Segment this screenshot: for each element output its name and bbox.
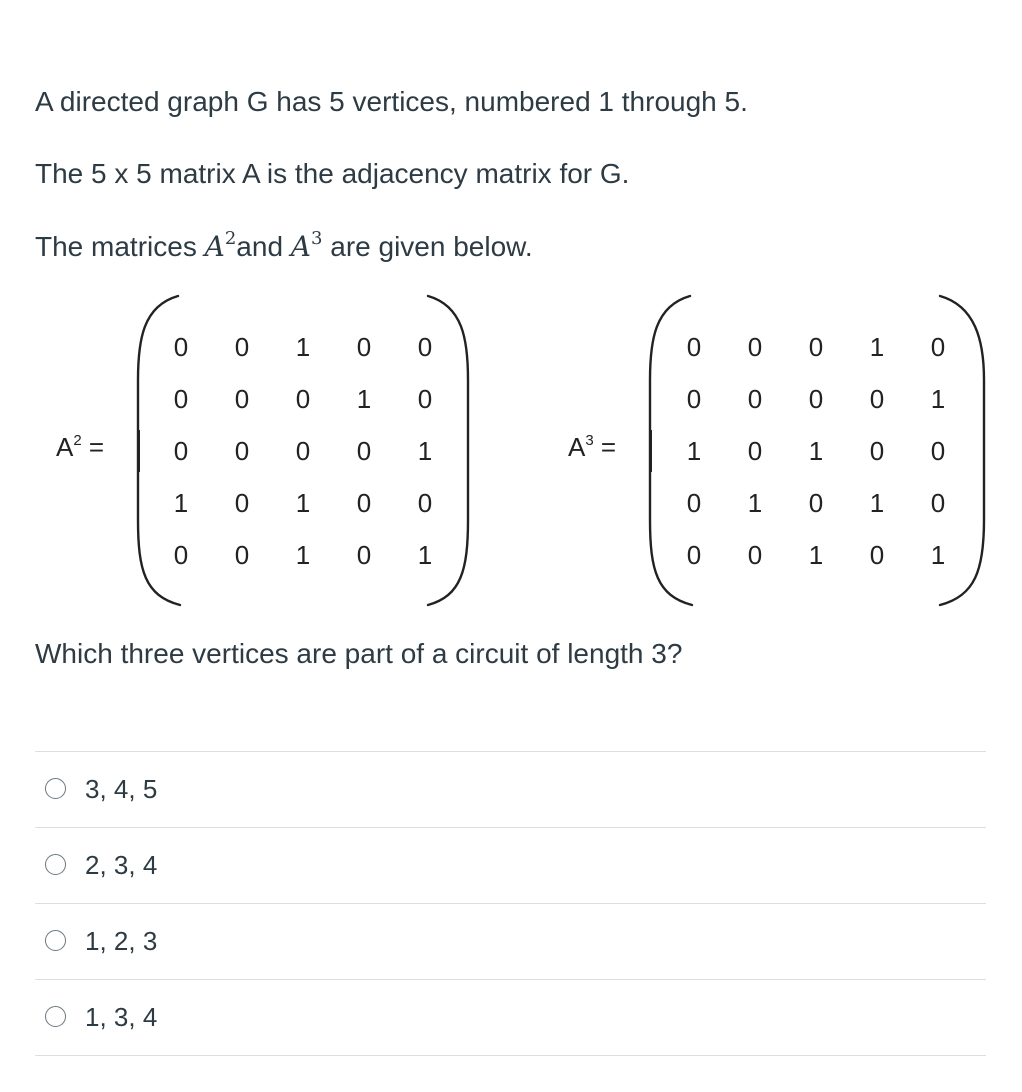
- matrix-a2-cell: 1: [417, 435, 433, 466]
- matrix-a3-cell: 1: [747, 487, 763, 518]
- answer-label: 1, 3, 4: [85, 1002, 158, 1032]
- matrix-a3-cell: 0: [747, 435, 763, 466]
- matrix-a2-cell: 0: [234, 435, 250, 466]
- matrix-a2-cell: 0: [356, 487, 372, 518]
- matrix-a2-cell: 0: [356, 539, 372, 570]
- matrix-a3-cell: 0: [930, 435, 946, 466]
- matrix-a2-cell: 0: [417, 383, 433, 414]
- matrix-a2-cell: 1: [173, 487, 189, 518]
- matrix-a3-cell: 0: [747, 539, 763, 570]
- answer-option[interactable]: [35, 828, 986, 904]
- radio-button[interactable]: [45, 1006, 66, 1027]
- question-prompt: Which three vertices are part of a circuit of length 3?: [35, 638, 683, 669]
- matrix-a3-cell: 0: [869, 539, 885, 570]
- matrix-a3-cell: 0: [686, 487, 702, 518]
- matrix-a3-right-bracket: [940, 296, 984, 605]
- matrix-a3-cell: 0: [747, 331, 763, 362]
- math-a-squared: $A^2$: [204, 228, 237, 263]
- matrix-a3-left-bracket: [650, 296, 692, 605]
- radio-button[interactable]: [45, 930, 66, 951]
- line3-middle: and: [236, 231, 291, 262]
- matrix-a2-cell: 0: [234, 331, 250, 362]
- line3-suffix: are given below.: [322, 231, 533, 262]
- matrix-a3-cell: 1: [869, 331, 885, 362]
- matrix-a2-cell: 0: [173, 331, 189, 362]
- matrix-a3-cell: 1: [808, 435, 824, 466]
- a3-label: $A^3$ =: [568, 432, 617, 462]
- question-line-1: A directed graph G has 5 vertices, numbered 1 through 5.: [35, 86, 748, 117]
- matrix-a3-cell: 0: [686, 539, 702, 570]
- matrix-a2-cell: 0: [173, 539, 189, 570]
- matrix-a3-cell: 1: [686, 435, 702, 466]
- matrix-a2-cell: 0: [356, 435, 372, 466]
- matrix-a2-cell: 0: [356, 331, 372, 362]
- matrix-a2-cell: 0: [417, 331, 433, 362]
- matrix-a3-cell: 0: [869, 383, 885, 414]
- answer-option[interactable]: [35, 752, 986, 828]
- matrix-a2-cell: 0: [234, 383, 250, 414]
- matrix-a3-cell: 0: [869, 435, 885, 466]
- answer-option[interactable]: [35, 980, 986, 1056]
- matrix-a3-cell: 1: [930, 539, 946, 570]
- matrix-a2-cell: 0: [234, 487, 250, 518]
- matrix-a2-cell: 1: [417, 539, 433, 570]
- math-a-cubed: $A^3$: [290, 228, 323, 263]
- matrix-a3-cell: 0: [747, 383, 763, 414]
- radio-button[interactable]: [45, 854, 66, 875]
- matrix-a2-cell: 1: [295, 331, 311, 362]
- matrix-a2-cell: 1: [295, 487, 311, 518]
- matrix-a3-cell: 0: [686, 383, 702, 414]
- matrix-a3-cell: 1: [869, 487, 885, 518]
- answer-option[interactable]: [35, 904, 986, 980]
- answer-list: [35, 751, 986, 1056]
- matrix-a2-cell: 0: [234, 539, 250, 570]
- question-line-2: The 5 x 5 matrix A is the adjacency matrix for G.: [35, 158, 630, 189]
- matrix-a3-cell: 0: [808, 331, 824, 362]
- matrix-a3-cell: 0: [808, 383, 824, 414]
- matrix-a2-cell: 0: [173, 435, 189, 466]
- matrix-a3-cell: 1: [930, 383, 946, 414]
- line3-prefix: The matrices: [35, 231, 205, 262]
- matrix-a2-cell: 1: [356, 383, 372, 414]
- matrix-a2-cell: 0: [295, 383, 311, 414]
- matrix-a2-cell: 0: [417, 487, 433, 518]
- matrix-a3-cell: 0: [808, 487, 824, 518]
- matrix-a3-cell: 0: [930, 331, 946, 362]
- matrix-a3-cell: 0: [686, 331, 702, 362]
- matrix-a2-cell: 0: [295, 435, 311, 466]
- matrix-a2-cell: 0: [173, 383, 189, 414]
- answer-label: 1, 2, 3: [85, 926, 158, 956]
- answer-label: 2, 3, 4: [85, 850, 158, 880]
- matrix-a3-cell: 0: [930, 487, 946, 518]
- matrix-a2-cell: 1: [295, 539, 311, 570]
- answer-label: 3, 4, 5: [85, 774, 158, 804]
- a2-label: $A^2$ =: [56, 432, 105, 462]
- radio-button[interactable]: [45, 778, 66, 799]
- matrix-a3-cell: 1: [808, 539, 824, 570]
